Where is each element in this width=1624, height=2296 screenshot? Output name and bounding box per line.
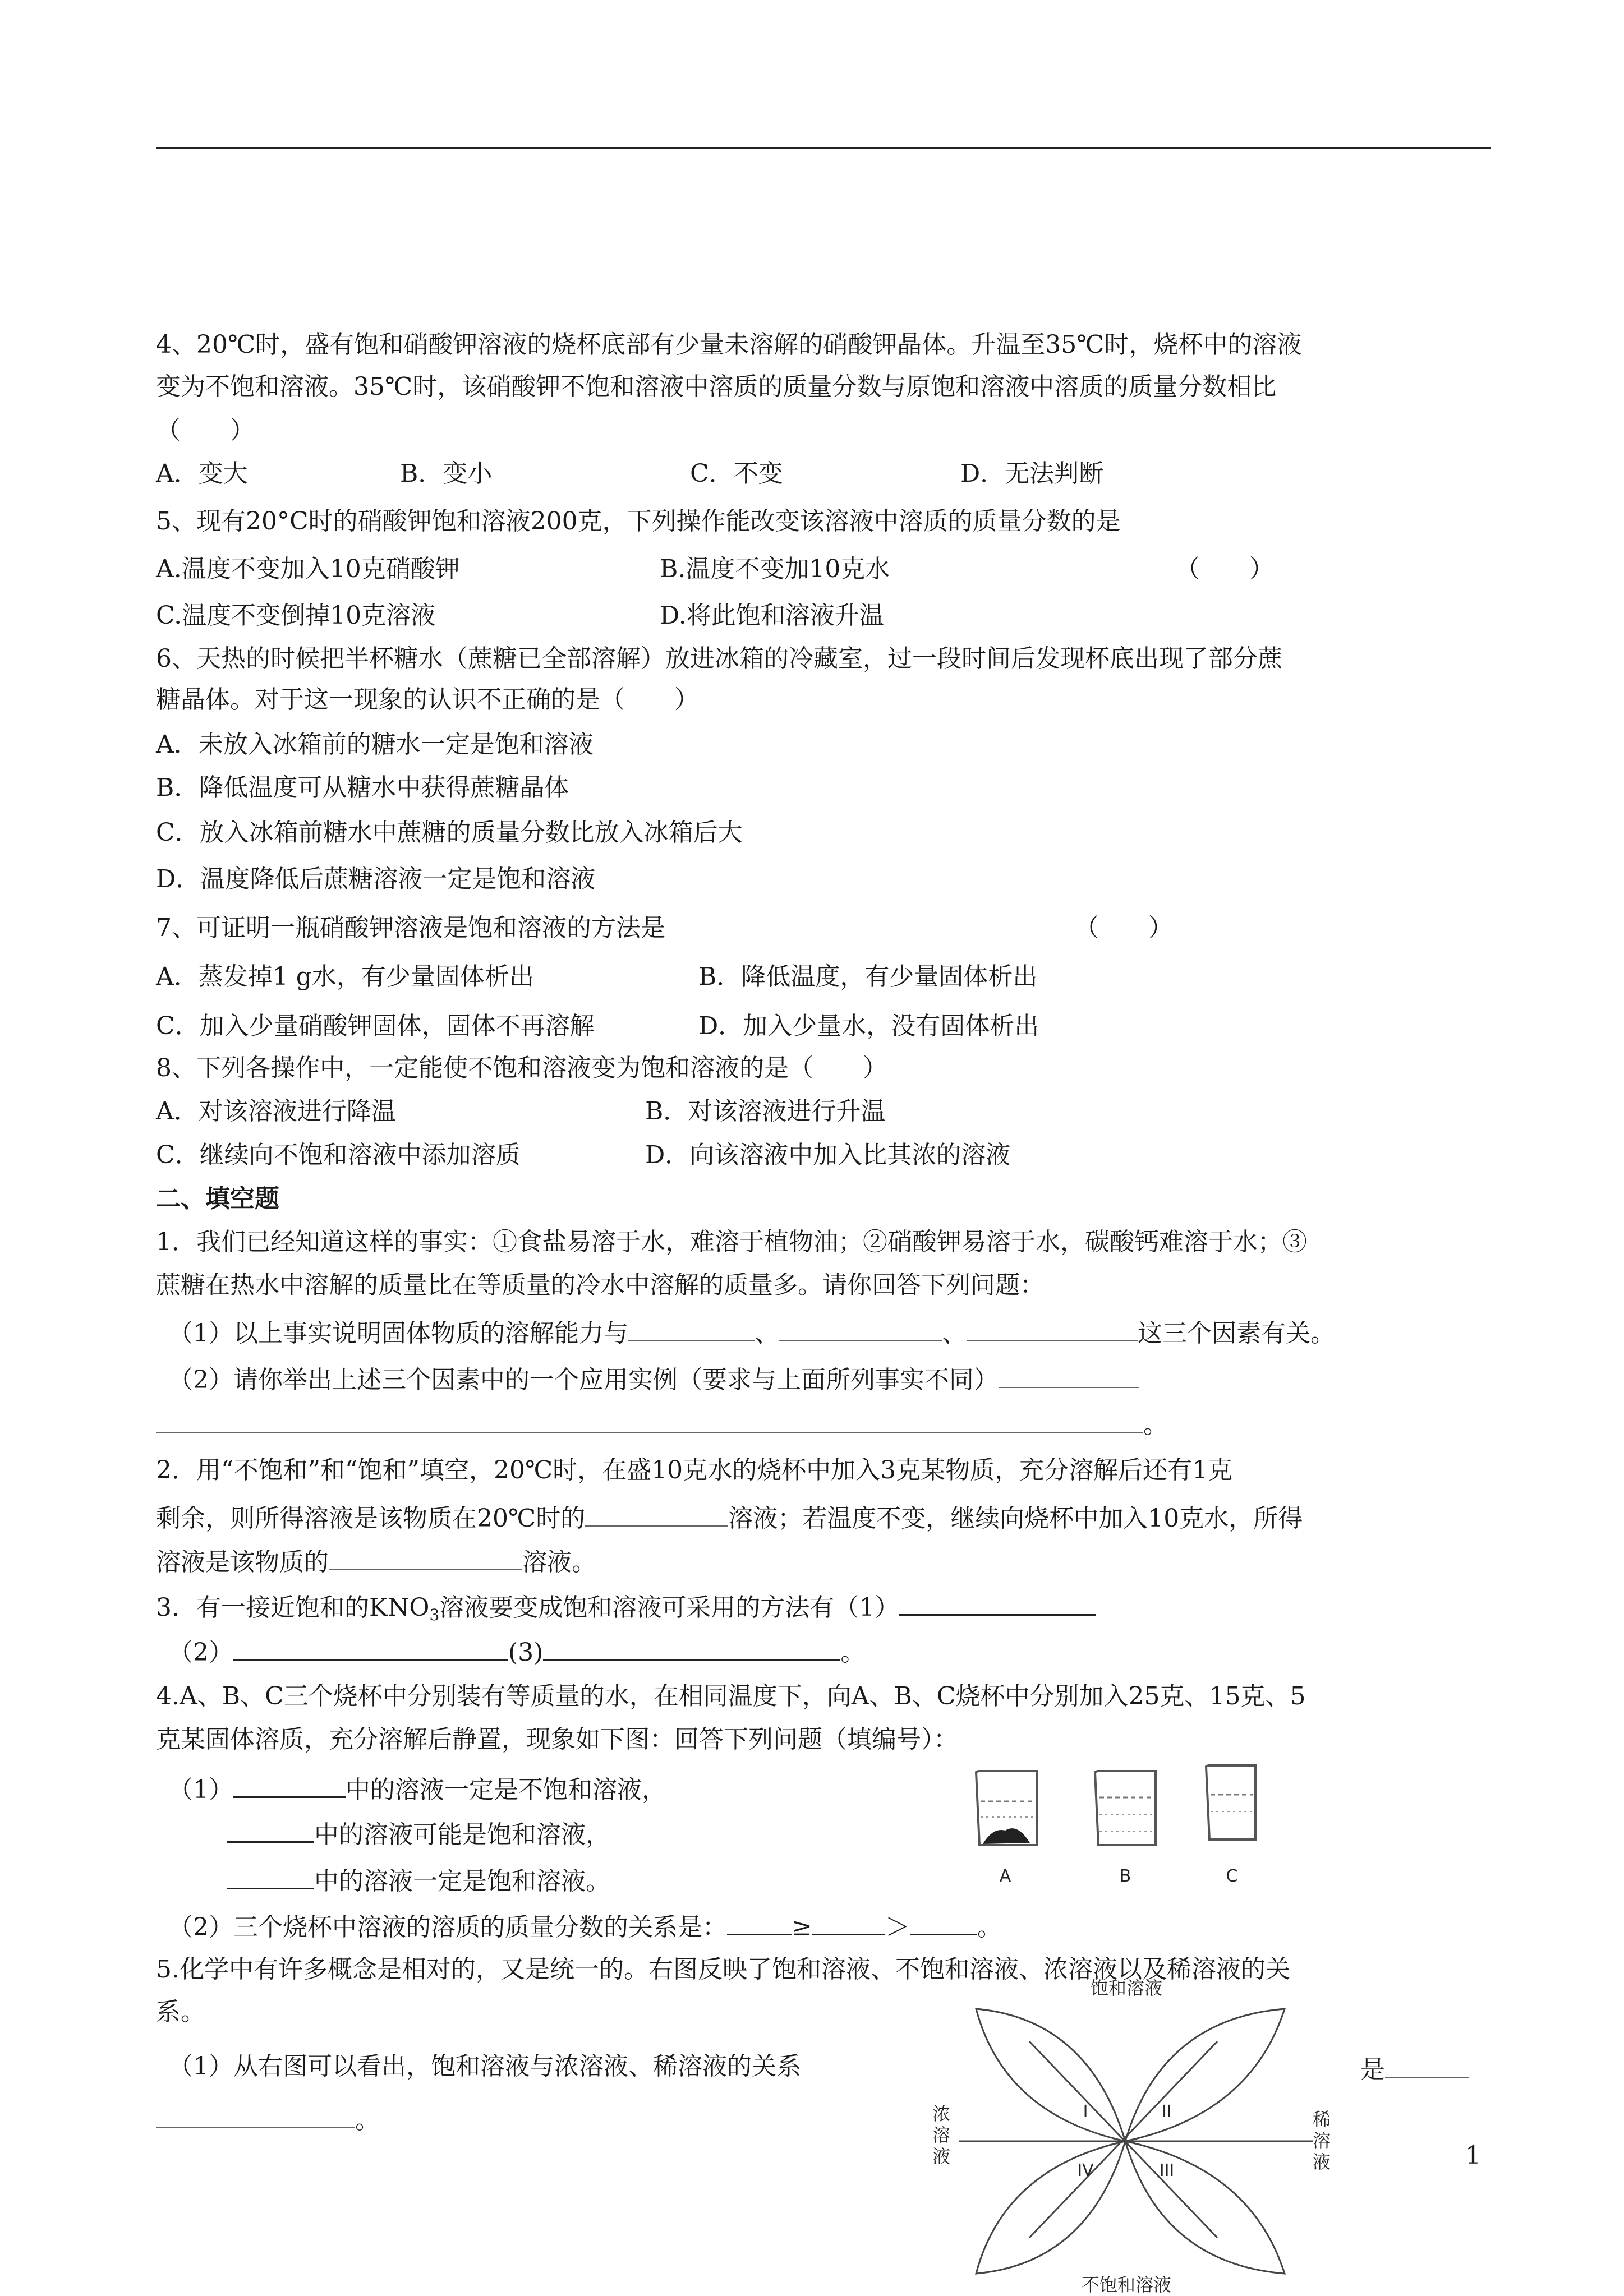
answer-blank[interactable] (585, 1499, 728, 1527)
f3-label-3: (3) (508, 1638, 544, 1667)
f1-line1: 1．我们已经知道这样的事实：①食盐易溶于水，难溶于植物油；②硝酸钾易溶于水，碳酸钙难溶于水；③ (156, 1228, 1307, 1256)
gt-sign: ＞ (885, 1913, 910, 1942)
answer-blank[interactable] (233, 1769, 346, 1798)
f2-line3-suffix: 溶液。 (522, 1548, 596, 1576)
f4-line1: 4.A、B、C三个烧杯中分别装有等质量的水，在相同温度下，向A、B、C烧杯中分别加入25克、15克、5 (156, 1682, 1306, 1711)
f4-sub1-text: 中的溶液一定是不饱和溶液， (346, 1776, 666, 1804)
q5-option-c: C.温度不变倒掉10克溶液 (156, 601, 436, 630)
answer-blank[interactable] (999, 1360, 1139, 1388)
answer-blank[interactable] (227, 1861, 314, 1889)
q6-option-a: A．未放入冰箱前的糖水一定是饱和溶液 (156, 730, 594, 759)
q6-line1: 6、天热的时候把半杯糖水（蔗糖已全部溶解）放进冰箱的冷藏室，过一段时间后发现杯底出现了部分蔗 (156, 644, 1282, 673)
f2-line2-suffix: 溶液；若温度不变，继续向烧杯中加入10克水，所得 (728, 1504, 1303, 1533)
f4-sub1-c (227, 1861, 610, 1898)
f5-sub1-shi (1360, 2050, 1469, 2087)
beaker-c (1206, 1765, 1255, 1839)
q8-option-b: B．对该溶液进行升温 (645, 1097, 886, 1126)
f3-prefix: 3．有一接近饱和的KNO (156, 1593, 430, 1622)
leaf-bottom-right (1125, 2141, 1285, 2274)
q7-option-a: A．蒸发掉1 g水，有少量固体析出 (156, 962, 534, 991)
f1-sub2 (168, 1360, 1139, 1397)
page-number: 1 (1465, 2141, 1481, 2170)
f4-sub1-c-text: 中的溶液可能是饱和溶液， (314, 1820, 610, 1849)
period: 。 (840, 1638, 866, 1667)
header-rule (156, 147, 1491, 149)
separator: 、 (755, 1319, 779, 1348)
f2-line3 (156, 1542, 596, 1579)
q8-option-d: D．向该溶液中加入比其浓的溶液 (645, 1141, 1011, 1169)
beaker-label: C (1226, 1866, 1238, 1886)
f3-line2 (168, 1632, 865, 1670)
q8-option-a: A．对该溶液进行降温 (156, 1097, 396, 1126)
leaf-outline (959, 2009, 1313, 2274)
beaker-label: B (1119, 1866, 1131, 1886)
answer-blank[interactable] (156, 1405, 1143, 1433)
separator: 、 (942, 1319, 967, 1348)
f4-sub1-a (168, 1769, 666, 1807)
label-concentrated-3: 液 (932, 2146, 951, 2167)
leaf-top-right (1125, 2009, 1285, 2141)
beaker-label: A (999, 1866, 1011, 1886)
leaf-top-left (976, 2009, 1125, 2141)
label-unsaturated: 不饱和溶液 (1081, 2274, 1172, 2295)
f5-answer-line (156, 2100, 380, 2137)
label-saturated: 饱和溶液 (1090, 1977, 1163, 1999)
answer-blank[interactable] (1385, 2050, 1469, 2078)
region-i: I (1083, 2102, 1088, 2122)
f2-line2 (156, 1499, 1303, 1536)
beaker-figure (970, 1761, 1285, 1890)
q7-paren: （ ） (1074, 914, 1173, 942)
f2-line1: 2．用“不饱和”和“饱和”填空，20℃时，在盛10克水的烧杯中加入3克某物质，充分溶解后还有1克 (156, 1456, 1233, 1484)
q7-option-b: B．降低温度，有少量固体析出 (698, 962, 1038, 991)
f1-sub1 (168, 1313, 1335, 1350)
f5-sub1: （1）从右图可以看出，饱和溶液与浓溶液、稀溶液的关系 (168, 2052, 801, 2081)
answer-blank[interactable] (910, 1907, 977, 1935)
answer-blank[interactable] (967, 1313, 1138, 1341)
q7-stem: 7、可证明一瓶硝酸钾溶液是饱和溶液的方法是 (156, 914, 665, 942)
q4-paren: （ ） (156, 416, 255, 445)
f1-line2: 蔗糖在热水中溶解的质量比在等质量的冷水中溶解的质量多。请你回答下列问题： (156, 1271, 1045, 1299)
q5-stem: 5、现有20°C时的硝酸钾饱和溶液200克，下列操作能改变该溶液中溶质的质量分数的是 (156, 507, 1121, 536)
q6-option-d: D．温度降低后蔗糖溶液一定是饱和溶液 (156, 865, 596, 893)
q5-option-b: B.温度不变加10克水 (660, 555, 890, 583)
answer-blank[interactable] (227, 1814, 314, 1843)
f5-line1: 5.化学中有许多概念是相对的，又是统一的。右图反映了饱和溶液、不饱和溶液、浓溶液以及稀溶液的关 (156, 1955, 1290, 1984)
f4-sub2 (168, 1907, 1002, 1944)
f2-line3-prefix: 溶液是该物质的 (156, 1548, 329, 1576)
f1-sub1-suffix: 这三个因素有关。 (1138, 1319, 1335, 1348)
beaker-b (1095, 1771, 1156, 1845)
q6-option-c: C．放入冰箱前糖水中蔗糖的质量分数比放入冰箱后大 (156, 818, 743, 847)
q6-option-b: B．降低温度可从糖水中获得蔗糖晶体 (156, 773, 569, 802)
answer-blank[interactable] (233, 1632, 508, 1661)
label-dilute-1: 稀 (1312, 2109, 1331, 2130)
f3-text: 溶液要变成饱和溶液可采用的方法有（1） (439, 1593, 900, 1622)
f3-label-2: （2） (168, 1638, 233, 1667)
label-concentrated-1: 浓 (932, 2103, 951, 2124)
f4-line2: 克某固体溶质，充分溶解后静置，现象如下图：回答下列问题（填编号）： (156, 1725, 958, 1754)
period: 。 (355, 2106, 380, 2134)
q4-option-d: D．无法判断 (960, 459, 1104, 488)
q4-option-a: A．变大 (156, 459, 248, 488)
f2-line2-prefix: 剩余，则所得溶液是该物质在20℃时的 (156, 1504, 586, 1533)
q6-line2: 糖晶体。对于这一现象的认识不正确的是（ ） (156, 685, 699, 714)
q5-paren: （ ） (1175, 555, 1274, 583)
period: 。 (977, 1913, 1002, 1942)
q7-option-d: D．加入少量水，没有固体析出 (698, 1012, 1039, 1040)
answer-blank[interactable] (543, 1632, 840, 1661)
answer-blank[interactable] (156, 2100, 355, 2128)
f4-label-1: （1） (168, 1776, 233, 1804)
region-iv: IV (1077, 2161, 1094, 2180)
label-dilute-2: 溶 (1312, 2130, 1331, 2151)
answer-blank[interactable] (329, 1542, 522, 1570)
q4-line2: 变为不饱和溶液。35℃时，该硝酸钾不饱和溶液中溶质的质量分数与原饱和溶液中溶质的质量分数相比 (156, 372, 1277, 401)
period: 。 (1143, 1410, 1168, 1439)
q5-option-d: D.将此饱和溶液升温 (660, 601, 884, 630)
q7-option-c: C．加入少量硝酸钾固体，固体不再溶解 (156, 1012, 595, 1040)
answer-blank[interactable] (727, 1907, 792, 1935)
f4-sub1-d-text: 中的溶液一定是饱和溶液。 (314, 1867, 610, 1896)
label-concentrated-2: 溶 (932, 2124, 951, 2146)
f3-line1 (156, 1587, 1096, 1632)
f1-answer-line (156, 1405, 1168, 1442)
f1-sub1-prefix: （1）以上事实说明固体物质的溶解能力与 (168, 1319, 628, 1348)
region-ii: II (1162, 2102, 1172, 2122)
q5-option-a: A.温度不变加入10克硝酸钾 (156, 555, 460, 583)
q8-option-c: C．继续向不饱和溶液中添加溶质 (156, 1141, 521, 1169)
q4-option-b: B．变小 (400, 459, 493, 488)
q8-stem: 8、下列各操作中，一定能使不饱和溶液变为饱和溶液的是（ ） (156, 1054, 887, 1082)
answer-blank[interactable] (899, 1587, 1096, 1616)
q4-line1: 4、20℃时，盛有饱和硝酸钾溶液的烧杯底部有少量未溶解的硝酸钾晶体。升温至35℃时，烧杯中的溶液 (156, 330, 1302, 359)
f4-sub2-text: （2）三个烧杯中溶液的溶质的质量分数的关系是： (168, 1913, 727, 1942)
answer-blank[interactable] (779, 1313, 942, 1341)
section-title-fill-in: 二、填空题 (156, 1184, 279, 1213)
solution-relationship-diagram (926, 1974, 1352, 2296)
beaker-a (976, 1771, 1037, 1845)
subscript: 3 (429, 1606, 440, 1624)
shi-text: 是 (1360, 2055, 1385, 2084)
region-iii: III (1159, 2161, 1175, 2180)
q4-option-c: C．不变 (690, 459, 783, 488)
answer-blank[interactable] (812, 1907, 885, 1935)
f4-sub1-b (227, 1814, 610, 1852)
label-dilute-3: 液 (1312, 2151, 1331, 2173)
ge-sign: ≥ (792, 1913, 812, 1942)
f1-sub2-text: （2）请你举出上述三个因素中的一个应用实例（要求与上面所列事实不同） (168, 1366, 999, 1394)
f5-line2: 系。 (156, 1998, 205, 2026)
answer-blank[interactable] (628, 1313, 755, 1341)
